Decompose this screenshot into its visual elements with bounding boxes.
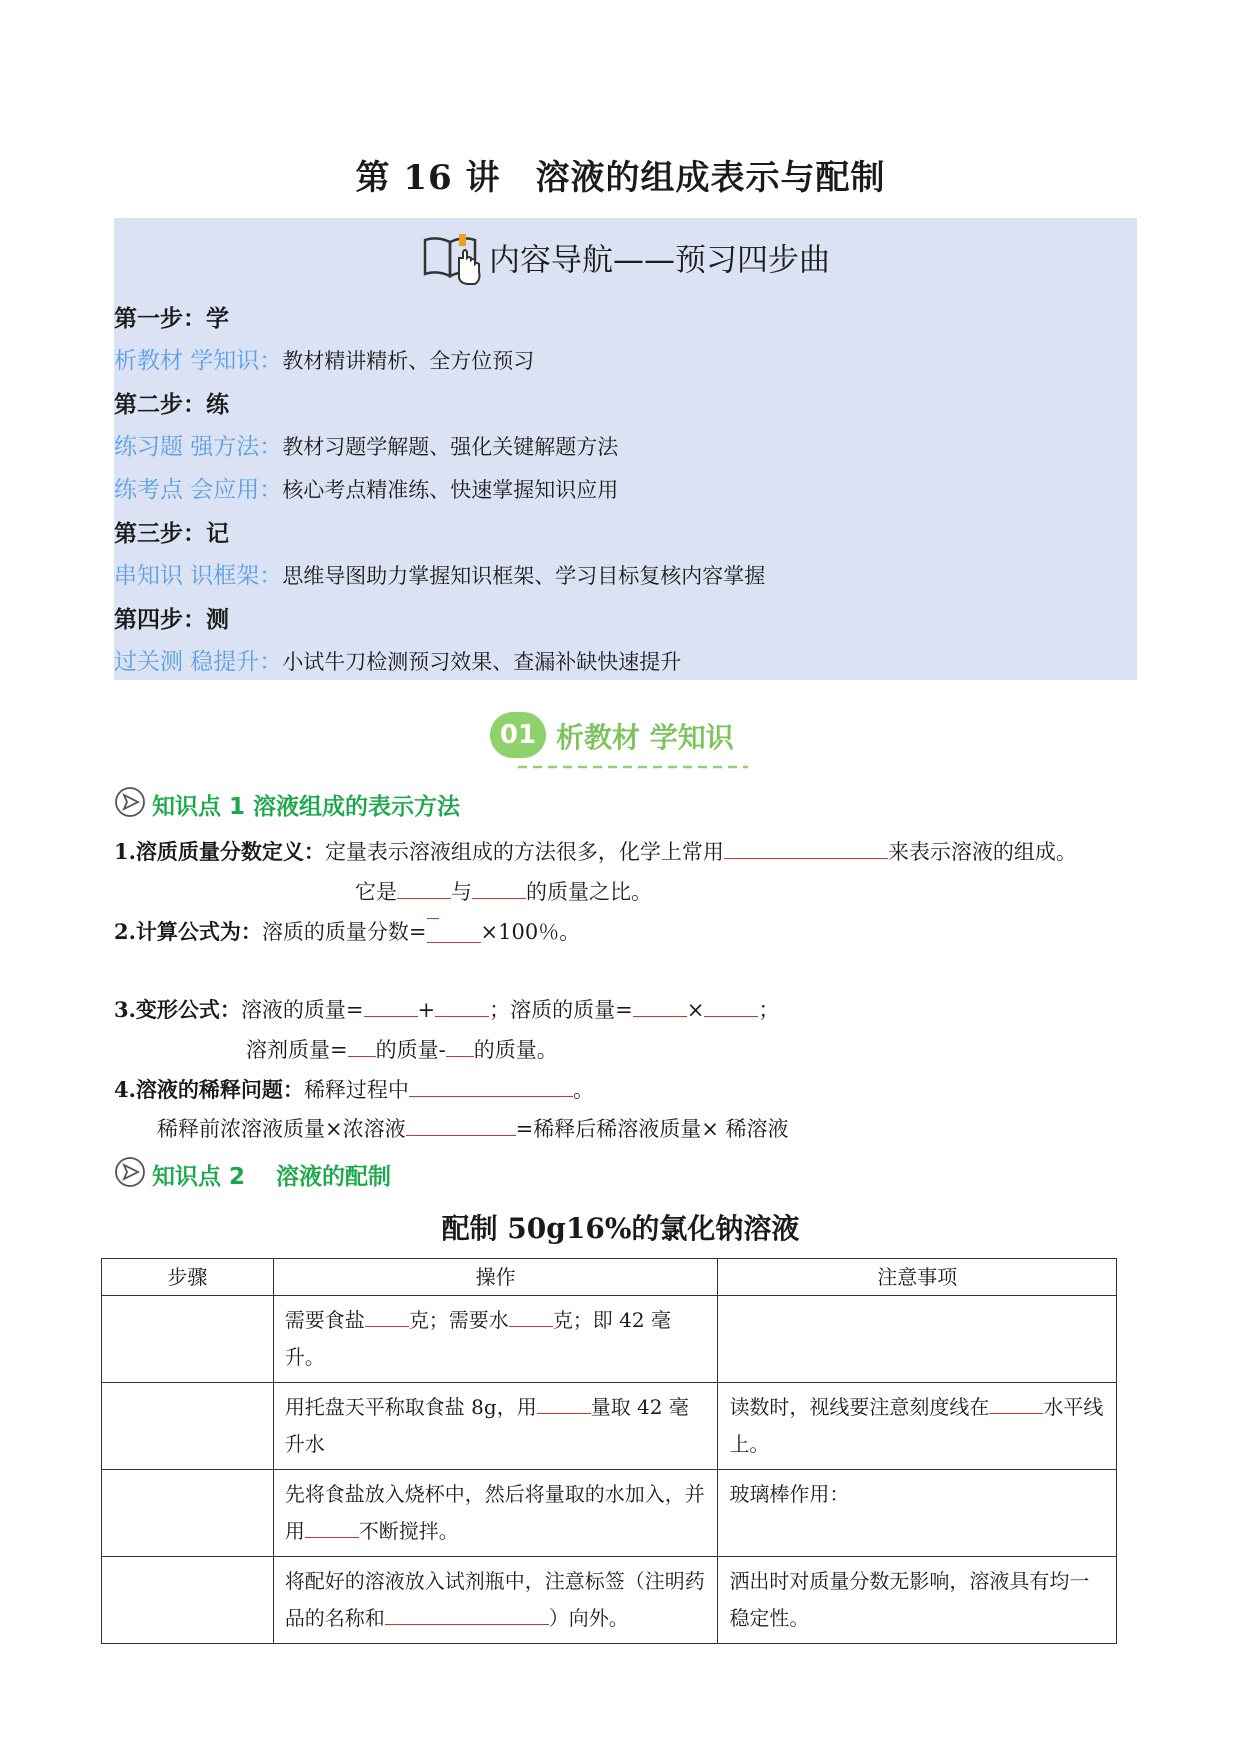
header-operation: 操作	[273, 1259, 718, 1296]
arrow-circle-icon	[114, 786, 146, 818]
text: 不断搅拌。	[358, 1519, 459, 1543]
text: 将配好的溶液放入试剂瓶中，注意标签（注明药品的名称和	[284, 1569, 705, 1630]
knowledge-point-1-title: 知识点 1 溶液组成的表示方法	[152, 794, 461, 820]
answer-blank[interactable]	[537, 1412, 591, 1414]
answer-blank[interactable]	[989, 1412, 1043, 1414]
formula-line	[114, 916, 580, 946]
operation-cell	[273, 1557, 718, 1644]
text: 稀释过程中	[303, 1078, 409, 1102]
nav-heading-text: 内容导航——预习四步曲	[489, 242, 830, 279]
answer-blank[interactable]	[385, 1623, 549, 1625]
table-title: 配制 50g16%的氯化钠溶液	[441, 1212, 800, 1245]
answer-blank[interactable]	[633, 1015, 687, 1017]
text: 先将食盐放入烧杯中，然后将量取的水加入，并用	[284, 1482, 705, 1543]
definition-line	[114, 836, 1077, 866]
answer-blank[interactable]	[704, 1015, 758, 1017]
operation-cell	[273, 1383, 718, 1470]
step-3-item-tag: 串知识 识框架：	[114, 563, 283, 589]
formula-text: 溶质的质量分数=	[261, 920, 427, 944]
answer-blank[interactable]	[397, 897, 451, 899]
text: 溶剂质量=	[246, 1038, 348, 1062]
page-title: 第 16 讲 溶液的组成表示与配制	[355, 158, 886, 198]
text: ；溶质的质量=	[489, 998, 633, 1022]
table-row	[102, 1383, 1117, 1470]
definition-text-end: 来表示溶液的组成。	[887, 840, 1077, 864]
text: 稀释前浓溶液质量×浓溶液	[157, 1117, 406, 1141]
definition-text: 定量表示溶液组成的方法很多，化学上常用	[324, 840, 724, 864]
step-1-item	[114, 342, 534, 375]
derived-formula-line-2	[246, 1034, 558, 1064]
step-3-label: 第三步：记	[114, 520, 229, 547]
nav-heading	[114, 230, 1137, 294]
fraction-blanks[interactable]	[427, 924, 481, 944]
text: 量取 42 毫升水	[284, 1395, 689, 1456]
table-row	[102, 1470, 1117, 1557]
text: +	[417, 998, 436, 1022]
text: 读数时，视线要注意刻度线在	[729, 1395, 990, 1419]
arrow-circle-icon	[114, 1156, 146, 1188]
answer-blank[interactable]	[435, 1015, 489, 1017]
step-4-item-tag: 过关测 稳提升：	[114, 649, 283, 675]
text: 克；需要水	[408, 1308, 509, 1332]
answer-blank[interactable]	[724, 857, 888, 859]
step-2-item-2-desc: 核心考点精准练、快速掌握知识应用	[282, 478, 619, 502]
step-4-item-desc: 小试牛刀检测预习效果、查漏补缺快速提升	[282, 650, 682, 674]
text: =稀释后稀溶液质量× 稀溶液	[515, 1117, 789, 1141]
text: 溶液的质量=	[240, 998, 364, 1022]
answer-blank[interactable]	[348, 1055, 376, 1057]
book-hand-icon	[421, 230, 483, 294]
table-row	[102, 1557, 1117, 1644]
step-2-item-2-tag: 练考点 会应用：	[114, 477, 283, 503]
step-2-item-1-tag: 练习题 强方法：	[114, 434, 283, 460]
formula-label: 2.计算公式为：	[114, 919, 262, 944]
text: 的质量之比。	[526, 880, 652, 904]
definition-line-2	[355, 876, 652, 906]
notes-cell	[718, 1296, 1117, 1383]
text: 克；即 42 毫升。	[284, 1308, 671, 1369]
procedure-table	[101, 1258, 1117, 1644]
badge-dashed-underline	[518, 764, 1241, 770]
text: 。	[572, 1078, 594, 1102]
dilution-label: 4.溶液的稀释问题：	[114, 1077, 304, 1102]
step-2-item-1-desc: 教材习题学解题、强化关键解题方法	[282, 435, 619, 459]
text: 需要食盐	[284, 1308, 365, 1332]
formula-text-end: ×100％。	[480, 920, 581, 944]
step-1-item-tag: 析教材 学知识：	[114, 348, 283, 374]
step-2-label: 第二步：练	[114, 391, 229, 418]
notes-cell: 洒出时对质量分数无影响，溶液具有均一稳定性。	[718, 1557, 1117, 1644]
definition-label: 1.溶质质量分数定义：	[114, 839, 325, 864]
dilution-formula-line	[157, 1113, 788, 1143]
step-1-item-desc: 教材精讲精析、全方位预习	[282, 349, 535, 373]
answer-blank[interactable]	[365, 1325, 409, 1327]
answer-blank[interactable]	[305, 1536, 359, 1538]
table-row	[102, 1296, 1117, 1383]
answer-blank[interactable]	[364, 1015, 418, 1017]
content-navigation-box	[114, 218, 1137, 680]
step-2-item-2	[114, 471, 618, 504]
text: ）向外。	[548, 1606, 629, 1630]
dilution-line	[114, 1074, 594, 1104]
step-cell	[102, 1383, 274, 1470]
step-4-item	[114, 643, 681, 676]
answer-blank[interactable]	[509, 1325, 553, 1327]
answer-blank[interactable]	[406, 1134, 516, 1136]
notes-cell: 玻璃棒作用：	[718, 1470, 1117, 1557]
operation-cell	[273, 1470, 718, 1557]
step-cell	[102, 1557, 274, 1644]
operation-cell	[273, 1296, 718, 1383]
text: ；	[758, 998, 780, 1022]
step-2-item-1	[114, 428, 618, 461]
notes-cell	[718, 1383, 1117, 1470]
section-badge-number: 01	[490, 712, 546, 758]
derived-formula-line	[114, 994, 779, 1024]
text: 的质量-	[375, 1038, 446, 1062]
header-notes: 注意事项	[718, 1259, 1117, 1296]
answer-blank[interactable]	[446, 1055, 474, 1057]
step-1-label: 第一步：学	[114, 305, 229, 332]
text: 水平线上。	[729, 1395, 1104, 1456]
knowledge-point-2-title: 知识点 2 溶液的配制	[152, 1164, 392, 1190]
text: 用托盘天平称取食盐 8g，用	[284, 1395, 537, 1419]
step-4-label: 第四步：测	[114, 606, 229, 633]
step-cell	[102, 1470, 274, 1557]
derived-formula-label: 3.变形公式：	[114, 997, 241, 1022]
answer-blank[interactable]	[409, 1095, 573, 1097]
text: 的质量。	[473, 1038, 558, 1062]
answer-blank[interactable]	[472, 897, 526, 899]
step-3-item-desc: 思维导图助力掌握知识框架、学习目标复核内容掌握	[282, 564, 766, 588]
section-badge-text: 析教材 学知识	[556, 721, 734, 754]
header-step: 步骤	[102, 1259, 274, 1296]
text: 与	[451, 880, 472, 904]
table-header-row	[102, 1259, 1117, 1296]
step-cell	[102, 1296, 274, 1383]
text: ×	[686, 998, 705, 1022]
step-3-item	[114, 557, 765, 590]
text: 它是	[355, 880, 397, 904]
